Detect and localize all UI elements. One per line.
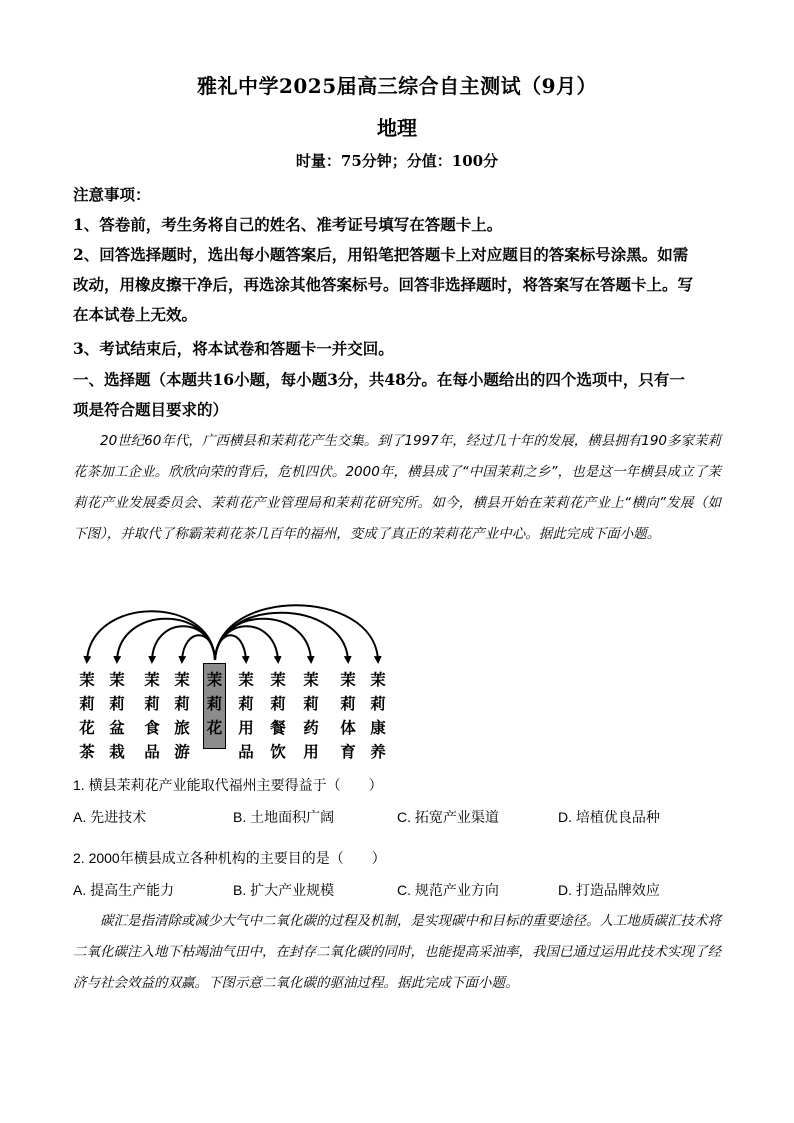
diagram-label-wellness: 茉 莉 康 养 <box>370 671 386 761</box>
section1-heading-line1: 一、选择题（本题共16小题，每小题3分，共48分。在每小题给出的四个选项中，只有一 <box>73 370 685 389</box>
diagram-label-sports: 茉 莉 体 育 <box>340 671 356 761</box>
diagram-label-medicine: 茉 莉 药 用 <box>303 671 319 761</box>
passage-carbon-sink: 碳汇是指清除或减少大气中二氧化碳的过程及机制，是实现碳中和目标的重要途径。人工地质碳汇技术将二氧化碳注入地下枯竭油气田中，在封存二氧化碳的同时，也能提高采油率，我国已通过运用此技术实现了经济与社会效益的双赢。下图示意二氧化碳的驱油过程。据此完成下面小题。 <box>73 913 721 991</box>
section1-heading-line2: 项是符合题目要求的） <box>73 400 229 419</box>
question-1-option-b[interactable]: B. 土地面积广阔 <box>233 809 335 825</box>
arc-to-medicine <box>215 619 311 660</box>
question-1-option-c[interactable]: C. 拓宽产业渠道 <box>397 809 499 825</box>
question-1-option-a[interactable]: A. 先进技术 <box>73 809 147 825</box>
arc-to-bonsai <box>117 619 215 660</box>
arc-to-catering <box>215 626 278 660</box>
question-1-option-d[interactable]: D. 培植优良品种 <box>558 809 660 825</box>
notice-item-1: 1、答卷前，考生务将自己的姓名、准考证号填写在答题卡上。 <box>73 215 503 234</box>
notice-item-2-line3: 在本试卷上无效。 <box>73 305 198 324</box>
diagram-label-supplies: 茉 莉 用 品 <box>238 671 254 761</box>
diagram-label-tourism: 茉 莉 旅 游 <box>174 671 190 761</box>
diagram-center-label: 茉 莉 花 <box>206 671 223 737</box>
notice-item-2-line2: 改动，用橡皮擦干净后，再选涂其他答案标号。回答非选择题时，将答案写在答题卡上。写 <box>73 275 694 294</box>
question-2-option-d[interactable]: D. 打造品牌效应 <box>558 882 660 898</box>
diagram-label-food: 茉 莉 食 品 <box>144 671 160 761</box>
exam-title: 雅礼中学2025届高三综合自主测试（9月） <box>196 74 598 98</box>
question-2-option-a[interactable]: A. 提高生产能力 <box>73 882 175 898</box>
subject-title: 地理 <box>377 116 417 140</box>
notice-item-3: 3、考试结束后，将本试卷和答题卡一并交回。 <box>73 339 394 358</box>
diagram-label-catering: 茉 莉 餐 饮 <box>270 671 286 761</box>
notice-heading: 注意事项： <box>73 185 151 204</box>
question-1-stem: 1. 横县茉莉花产业能取代福州主要得益于（ ） <box>73 777 383 793</box>
question-2-stem: 2. 2000年横县成立各种机构的主要目的是（ ） <box>73 850 386 866</box>
notice-item-2-line1: 2、回答选择题时，选出每小题答案后，用铅笔把答题卡上对应题目的答案标号涂黑。如需 <box>73 245 689 264</box>
question-2-option-c[interactable]: C. 规范产业方向 <box>397 882 499 898</box>
passage-jasmine: 20世纪60年代，广西横县和茉莉花产生交集。到了1997年，经过几十年的发展，横县拥有190多家茉莉花茶加工企业。欣欣向荣的背后，危机四伏。2000年，横县成了“中国茉莉之乡”，也是这一年横县成立了茉莉花产业发展委员会、茉莉花产业管理局和茉莉花研究所。如今，横县开始在茉莉花产业上“横向”发展（如下图），并取代了称霸茉莉花茶几百年的福州，变成了真正的茉莉花产业中心。据此完成下面小题。 <box>73 433 721 542</box>
time-score: 时量：75分钟；分值：100分 <box>295 152 499 170</box>
question-2-option-b[interactable]: B. 扩大产业规模 <box>233 882 335 898</box>
diagram-label-bonsai: 茉 莉 盆 栽 <box>109 671 125 761</box>
diagram-label-tea: 茉 莉 花 茶 <box>79 671 95 761</box>
